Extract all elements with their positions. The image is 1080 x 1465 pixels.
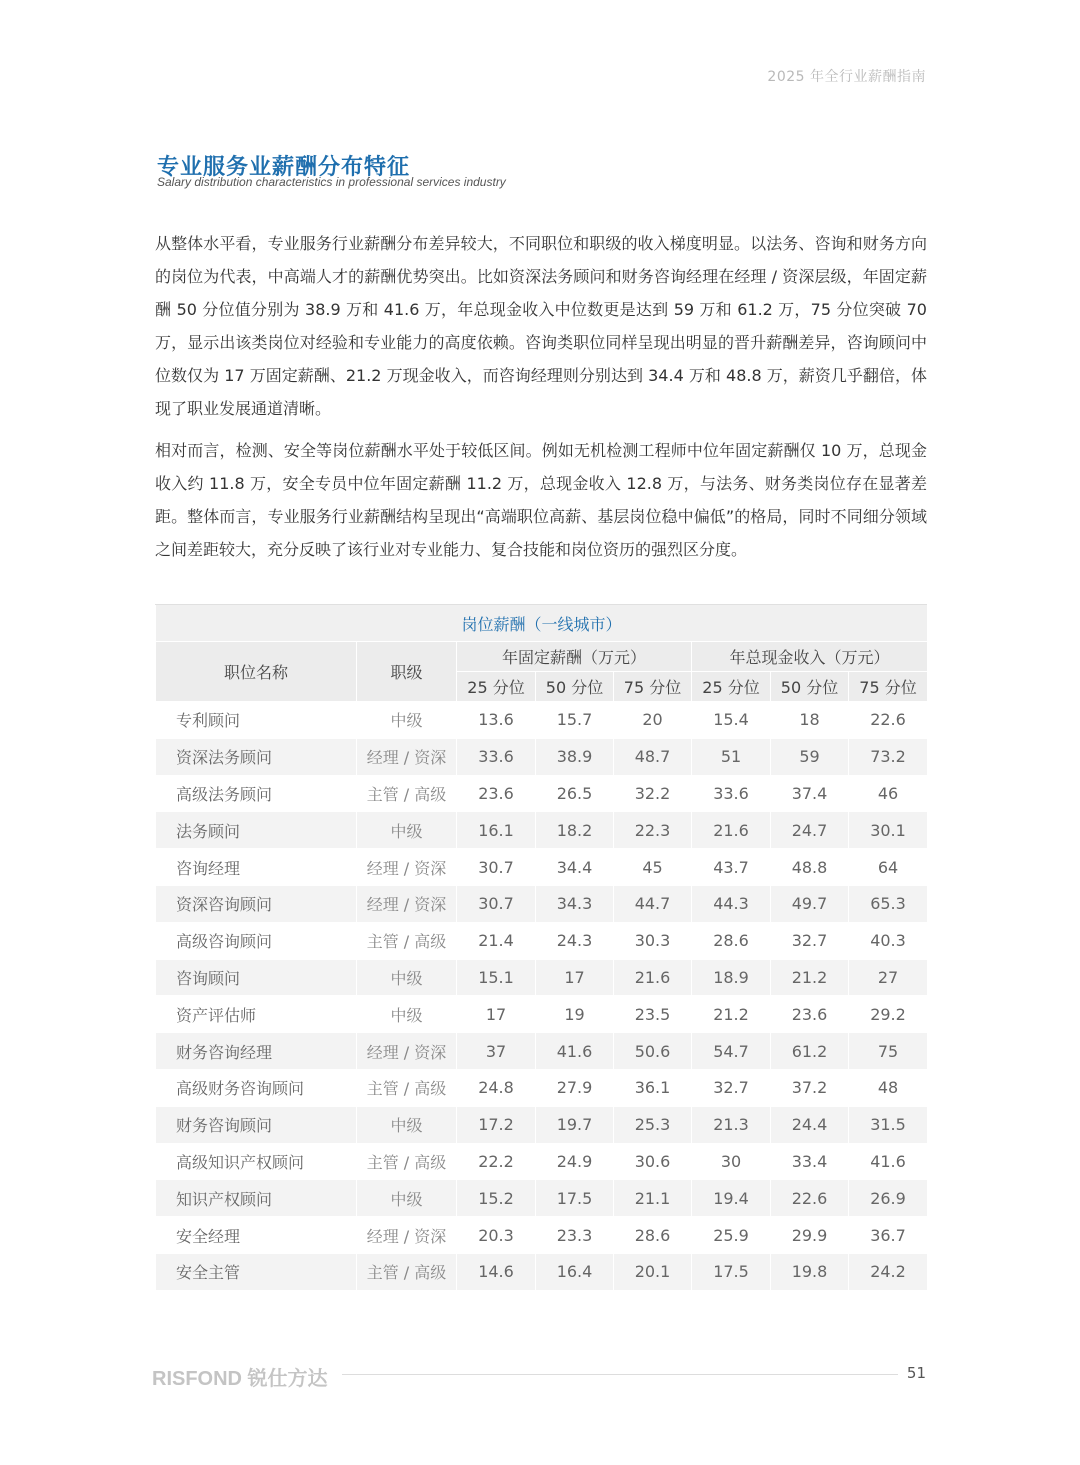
salary-value-cell: 65.3 [849,885,928,922]
column-header-level: 职级 [357,642,457,702]
level-cell: 经理 / 资深 [357,738,457,775]
salary-value-cell: 17 [457,996,536,1033]
salary-value-cell: 23.5 [614,996,692,1033]
salary-value-cell: 17 [536,959,614,996]
salary-value-cell: 27 [849,959,928,996]
position-name-cell: 法务顾问 [156,812,357,849]
position-name-cell: 资深法务顾问 [156,738,357,775]
position-name-cell: 安全主管 [156,1253,357,1290]
salary-value-cell: 15.4 [692,702,771,739]
salary-value-cell: 15.7 [536,702,614,739]
salary-value-cell: 24.2 [849,1253,928,1290]
position-name-cell: 财务咨询经理 [156,1033,357,1070]
salary-value-cell: 19 [536,996,614,1033]
salary-value-cell: 54.7 [692,1033,771,1070]
salary-value-cell: 20 [614,702,692,739]
salary-value-cell: 18.2 [536,812,614,849]
level-cell: 主管 / 高级 [357,1253,457,1290]
salary-value-cell: 32.7 [692,1069,771,1106]
salary-value-cell: 26.9 [849,1180,928,1217]
level-cell: 中级 [357,702,457,739]
table-row [156,1033,928,1070]
group-header-fixed-salary: 年固定薪酬（万元） [457,642,692,672]
level-cell: 经理 / 资深 [357,1033,457,1070]
salary-value-cell: 23.6 [771,996,849,1033]
column-header-fixed-p75: 75 分位 [614,672,692,702]
salary-value-cell: 16.1 [457,812,536,849]
salary-value-cell: 21.2 [692,996,771,1033]
column-header-position: 职位名称 [156,642,357,702]
salary-value-cell: 24.8 [457,1069,536,1106]
salary-value-cell: 41.6 [536,1033,614,1070]
salary-value-cell: 34.3 [536,885,614,922]
salary-value-cell: 32.2 [614,775,692,812]
salary-value-cell: 36.7 [849,1217,928,1254]
salary-value-cell: 51 [692,738,771,775]
table-row [156,959,928,996]
salary-value-cell: 48.8 [771,849,849,886]
salary-value-cell: 23.6 [457,775,536,812]
position-name-cell: 咨询经理 [156,849,357,886]
level-cell: 经理 / 资深 [357,1217,457,1254]
column-header-fixed-p50: 50 分位 [536,672,614,702]
position-name-cell: 知识产权顾问 [156,1180,357,1217]
salary-value-cell: 32.7 [771,922,849,959]
salary-value-cell: 24.7 [771,812,849,849]
salary-value-cell: 30.1 [849,812,928,849]
position-name-cell: 财务咨询顾问 [156,1106,357,1143]
table-row [156,702,928,739]
position-name-cell: 资产评估师 [156,996,357,1033]
salary-value-cell: 20.1 [614,1253,692,1290]
table-row [156,1106,928,1143]
salary-value-cell: 27.9 [536,1069,614,1106]
salary-value-cell: 25.3 [614,1106,692,1143]
column-header-total-p75: 75 分位 [849,672,928,702]
page-number: 51 [906,1364,926,1382]
column-header-fixed-p25: 25 分位 [457,672,536,702]
salary-value-cell: 21.6 [692,812,771,849]
salary-value-cell: 50.6 [614,1033,692,1070]
salary-value-cell: 73.2 [849,738,928,775]
salary-value-cell: 22.6 [849,702,928,739]
salary-value-cell: 26.5 [536,775,614,812]
table-row [156,996,928,1033]
level-cell: 主管 / 高级 [357,922,457,959]
salary-value-cell: 22.6 [771,1180,849,1217]
salary-value-cell: 37.4 [771,775,849,812]
salary-value-cell: 49.7 [771,885,849,922]
table-row [156,1217,928,1254]
section-title: 专业服务业薪酬分布特征 [157,155,411,180]
table-row [156,922,928,959]
salary-value-cell: 21.1 [614,1180,692,1217]
salary-value-cell: 30 [692,1143,771,1180]
level-cell: 中级 [357,1106,457,1143]
level-cell: 主管 / 高级 [357,1069,457,1106]
salary-value-cell: 37.2 [771,1069,849,1106]
salary-value-cell: 29.2 [849,996,928,1033]
salary-value-cell: 36.1 [614,1069,692,1106]
salary-value-cell: 14.6 [457,1253,536,1290]
body-paragraph-1: 从整体水平看，专业服务行业薪酬分布差异较大，不同职位和职级的收入梯度明显。以法务、咨询和财务方向的岗位为代表，中高端人才的薪酬优势突出。比如资深法务顾问和财务咨询经理在经理 / 资深层级，年固定薪酬 50 分位值分别为 38.9 万和 41.6 万，年总现金收入中位数更是达到 59 万和 61.2 万，75 分位突破 70 万，显示出该类岗位对经验和专业能力的高度依赖。咨询类职位同样呈现出明显的晋升薪酬差异，咨询顾问中位数仅为 17 万固定薪酬、21.2 万现金收入，而咨询经理则分别达到 34.4 万和 48.8 万，薪资几乎翻倍，体现了职业发展通道清晰。 [155,234,927,418]
salary-value-cell: 31.5 [849,1106,928,1143]
salary-value-cell: 22.3 [614,812,692,849]
salary-value-cell: 17.2 [457,1106,536,1143]
section-subtitle: Salary distribution characteristics in professional services industry [157,175,506,189]
salary-value-cell: 21.2 [771,959,849,996]
level-cell: 中级 [357,812,457,849]
table-body [156,702,928,1291]
salary-value-cell: 29.9 [771,1217,849,1254]
salary-value-cell: 48 [849,1069,928,1106]
salary-value-cell: 15.2 [457,1180,536,1217]
level-cell: 经理 / 资深 [357,849,457,886]
salary-value-cell: 34.4 [536,849,614,886]
table-row [156,1253,928,1290]
salary-value-cell: 18.9 [692,959,771,996]
table-row [156,738,928,775]
salary-value-cell: 17.5 [536,1180,614,1217]
table-row [156,1069,928,1106]
salary-value-cell: 30.6 [614,1143,692,1180]
position-name-cell: 高级法务顾问 [156,775,357,812]
running-head: 2025 年全行业薪酬指南 [767,69,926,85]
salary-value-cell: 24.3 [536,922,614,959]
salary-value-cell: 45 [614,849,692,886]
salary-value-cell: 17.5 [692,1253,771,1290]
salary-value-cell: 59 [771,738,849,775]
level-cell: 中级 [357,1180,457,1217]
salary-value-cell: 24.4 [771,1106,849,1143]
level-cell: 中级 [357,959,457,996]
company-logo: RISFOND 锐仕方达 [152,1368,328,1390]
salary-value-cell: 33.6 [692,775,771,812]
salary-value-cell: 46 [849,775,928,812]
salary-value-cell: 44.7 [614,885,692,922]
position-name-cell: 安全经理 [156,1217,357,1254]
salary-table [155,604,928,1291]
position-name-cell: 高级咨询顾问 [156,922,357,959]
salary-value-cell: 24.9 [536,1143,614,1180]
salary-value-cell: 30.7 [457,849,536,886]
level-cell: 中级 [357,996,457,1033]
salary-value-cell: 22.2 [457,1143,536,1180]
salary-value-cell: 20.3 [457,1217,536,1254]
salary-value-cell: 16.4 [536,1253,614,1290]
salary-value-cell: 48.7 [614,738,692,775]
salary-value-cell: 30.3 [614,922,692,959]
salary-value-cell: 21.6 [614,959,692,996]
salary-value-cell: 40.3 [849,922,928,959]
salary-value-cell: 64 [849,849,928,886]
salary-value-cell: 19.4 [692,1180,771,1217]
level-cell: 经理 / 资深 [357,885,457,922]
salary-value-cell: 38.9 [536,738,614,775]
salary-value-cell: 13.6 [457,702,536,739]
salary-value-cell: 23.3 [536,1217,614,1254]
salary-value-cell: 21.3 [692,1106,771,1143]
level-cell: 主管 / 高级 [357,1143,457,1180]
salary-value-cell: 18 [771,702,849,739]
table-row [156,1143,928,1180]
position-name-cell: 高级知识产权顾问 [156,1143,357,1180]
table-caption: 岗位薪酬（一线城市） [156,605,928,642]
column-header-total-p25: 25 分位 [692,672,771,702]
table-row [156,775,928,812]
column-header-total-p50: 50 分位 [771,672,849,702]
salary-value-cell: 25.9 [692,1217,771,1254]
salary-value-cell: 75 [849,1033,928,1070]
salary-value-cell: 19.7 [536,1106,614,1143]
salary-value-cell: 61.2 [771,1033,849,1070]
body-paragraph-2: 相对而言，检测、安全等岗位薪酬水平处于较低区间。例如无机检测工程师中位年固定薪酬仅 10 万，总现金收入约 11.8 万，安全专员中位年固定薪酬 11.2 万，总现金收入 12.8 万，与法务、财务类岗位存在显著差距。整体而言，专业服务行业薪酬结构呈现出“高端职位高薪、基层岗位稳中偏低”的格局，同时不同细分领域之间差距较大，充分反映了该行业对专业能力、复合技能和岗位资历的强烈区分度。 [155,441,927,559]
footer-divider [342,1374,898,1375]
salary-value-cell: 15.1 [457,959,536,996]
table-row [156,849,928,886]
salary-value-cell: 30.7 [457,885,536,922]
salary-value-cell: 19.8 [771,1253,849,1290]
position-name-cell: 高级财务咨询顾问 [156,1069,357,1106]
table-row [156,812,928,849]
salary-value-cell: 33.4 [771,1143,849,1180]
salary-value-cell: 37 [457,1033,536,1070]
level-cell: 主管 / 高级 [357,775,457,812]
salary-value-cell: 33.6 [457,738,536,775]
salary-value-cell: 41.6 [849,1143,928,1180]
salary-value-cell: 44.3 [692,885,771,922]
salary-value-cell: 28.6 [614,1217,692,1254]
table-row [156,1180,928,1217]
salary-value-cell: 21.4 [457,922,536,959]
position-name-cell: 专利顾问 [156,702,357,739]
salary-value-cell: 43.7 [692,849,771,886]
group-header-total-cash: 年总现金收入（万元） [692,642,928,672]
table-row [156,885,928,922]
position-name-cell: 资深咨询顾问 [156,885,357,922]
salary-value-cell: 28.6 [692,922,771,959]
position-name-cell: 咨询顾问 [156,959,357,996]
